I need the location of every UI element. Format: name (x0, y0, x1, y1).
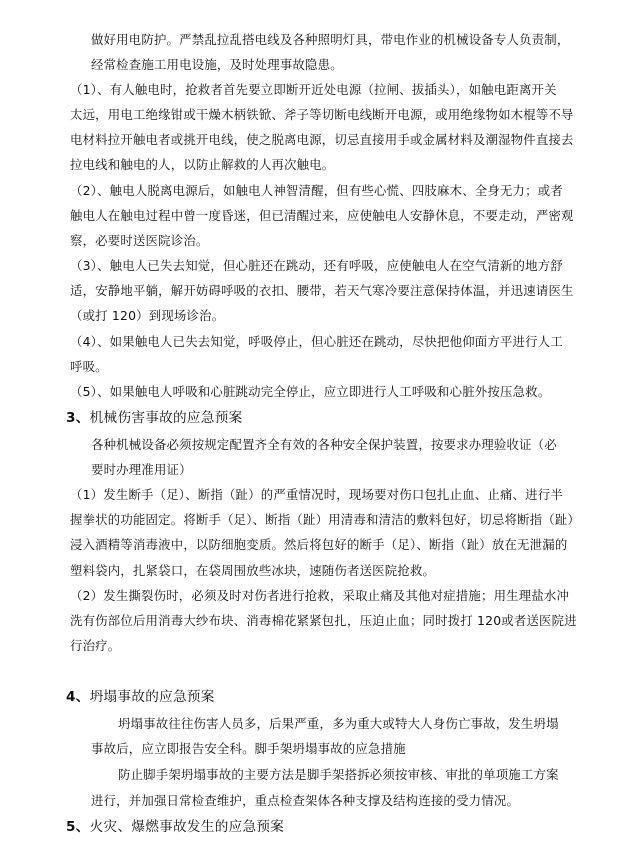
section-heading-text: 机械伤害事故的应急预案 (89, 410, 243, 426)
paragraph-line: 触电人在触电过程中曾一度昏迷，但已清醒过来，应使触电人安静休息，不要走动，严密观 (70, 208, 574, 223)
paragraph-line: （1）发生断手（足）、断指（趾）的严重情况时，现场要对伤口包扎止血、止痛、进行半 (70, 487, 563, 502)
section-heading-text: 坍塌事故的应急预案 (89, 689, 215, 705)
paragraph-line: 各种机械设备必须按规定配置齐全有效的各种安全保护装置，按要求办理验收证（必 (91, 437, 557, 452)
paragraph-line: 事故后，应立即报告安全科。脚手架坍塌事故的应急措施 (91, 741, 406, 756)
section-heading (66, 689, 215, 705)
paragraph-line: （1）、有人触电时，抢救者首先要立即断开近处电源（拉闸、拔插头），如触电距离开关 (70, 82, 557, 97)
paragraph-line: 防止脚手架坍塌事故的主要方法是脚手架搭拆必须按审核、审批的单项施工方案 (118, 767, 559, 782)
paragraph-line: （2）发生撕裂伤时，必须及时对伤者进行抢救，采取止痛及其他对症措施；用生理盐水冲 (70, 588, 570, 603)
paragraph-line: 坍塌事故往往伤害人员多，后果严重，多为重大或特大人身伤亡事故，发生坍塌 (118, 716, 559, 731)
paragraph-line: 拉电线和触电的人，以防止解救的人再次触电。 (70, 157, 335, 172)
paragraph-line: （3）、触电人已失去知觉，但心脏还在跳动，还有呼吸，应使触电人在空气清新的地方舒 (70, 258, 563, 273)
section-heading-number: 3、 (66, 410, 90, 426)
paragraph-line: 做好用电防护。严禁乱拉乱搭电线及各种照明灯具，带电作业的机械设备专人负责制， (91, 32, 570, 47)
paragraph-line: 握拳状的功能固定。将断手（足）、断指（趾）用清毒和清洁的敷料包好，切忌将断指（趾） (70, 512, 581, 527)
paragraph-line: （2）、触电人脱离电源后，如触电人神智清醒，但有些心慌、四肢麻木、全身无力；或者 (70, 183, 563, 198)
paragraph-line: 适，安静地平躺，解开妨碍呼吸的衣扣、腰带，若天气寒冷要注意保持体温，并迅速请医生 (70, 283, 574, 298)
section-heading-number: 5、 (66, 819, 90, 835)
paragraph-line: 要时办理准用证） (91, 462, 192, 477)
paragraph-line: 太远，用电工绝缘钳或干燥木柄铁锨、斧子等切断电线断开电源，或用绝缘物如木棍等不导 (70, 107, 574, 122)
paragraph-line: 经常检查施工用电设施，及时处理事故隐患。 (91, 57, 343, 72)
paragraph-line: 电材料拉开触电者或挑开电线，使之脱离电源，切忌直接用手或金属材料及潮湿物件直接去 (70, 132, 574, 147)
paragraph-line: （5）、如果触电人呼吸和心脏跳动完全停止，应立即进行人工呼吸和心脏外按压急救。 (70, 384, 551, 399)
paragraph-line: 行治疗。 (70, 638, 121, 653)
section-heading-text: 火灾、爆燃事故发生的应急预案 (89, 819, 285, 835)
paragraph-line: 浸入酒精等消毒液中，以防细胞变质。然后将包好的断手（足）、断指（趾）放在无泄漏的 (70, 537, 568, 552)
paragraph-line: （4）、如果触电人已失去知觉，呼吸停止，但心脏还在跳动，尽快把他仰面方平进行人工 (70, 334, 563, 349)
paragraph-line: 呼吸。 (70, 359, 108, 374)
paragraph-line: （或打 120）到现场诊治。 (70, 308, 225, 323)
section-heading (66, 819, 284, 835)
paragraph-line: 察，必要时送医院诊治。 (70, 233, 209, 248)
section-heading-number: 4、 (66, 689, 90, 705)
paragraph-line: 进行，并加强日常检查维护，重点检查架体各种支撑及结构连接的受力情况。 (91, 793, 520, 808)
section-heading (66, 410, 243, 426)
paragraph-line: 洗有伤部位后用消毒大纱布块、消毒棉花紧紧包扎，压迫止血；同时拨打 120或者送医院进 (70, 613, 577, 628)
paragraph-line: 塑料袋内，扎紧袋口，在袋周围放些冰块，速随伤者送医院抢救。 (70, 563, 436, 578)
